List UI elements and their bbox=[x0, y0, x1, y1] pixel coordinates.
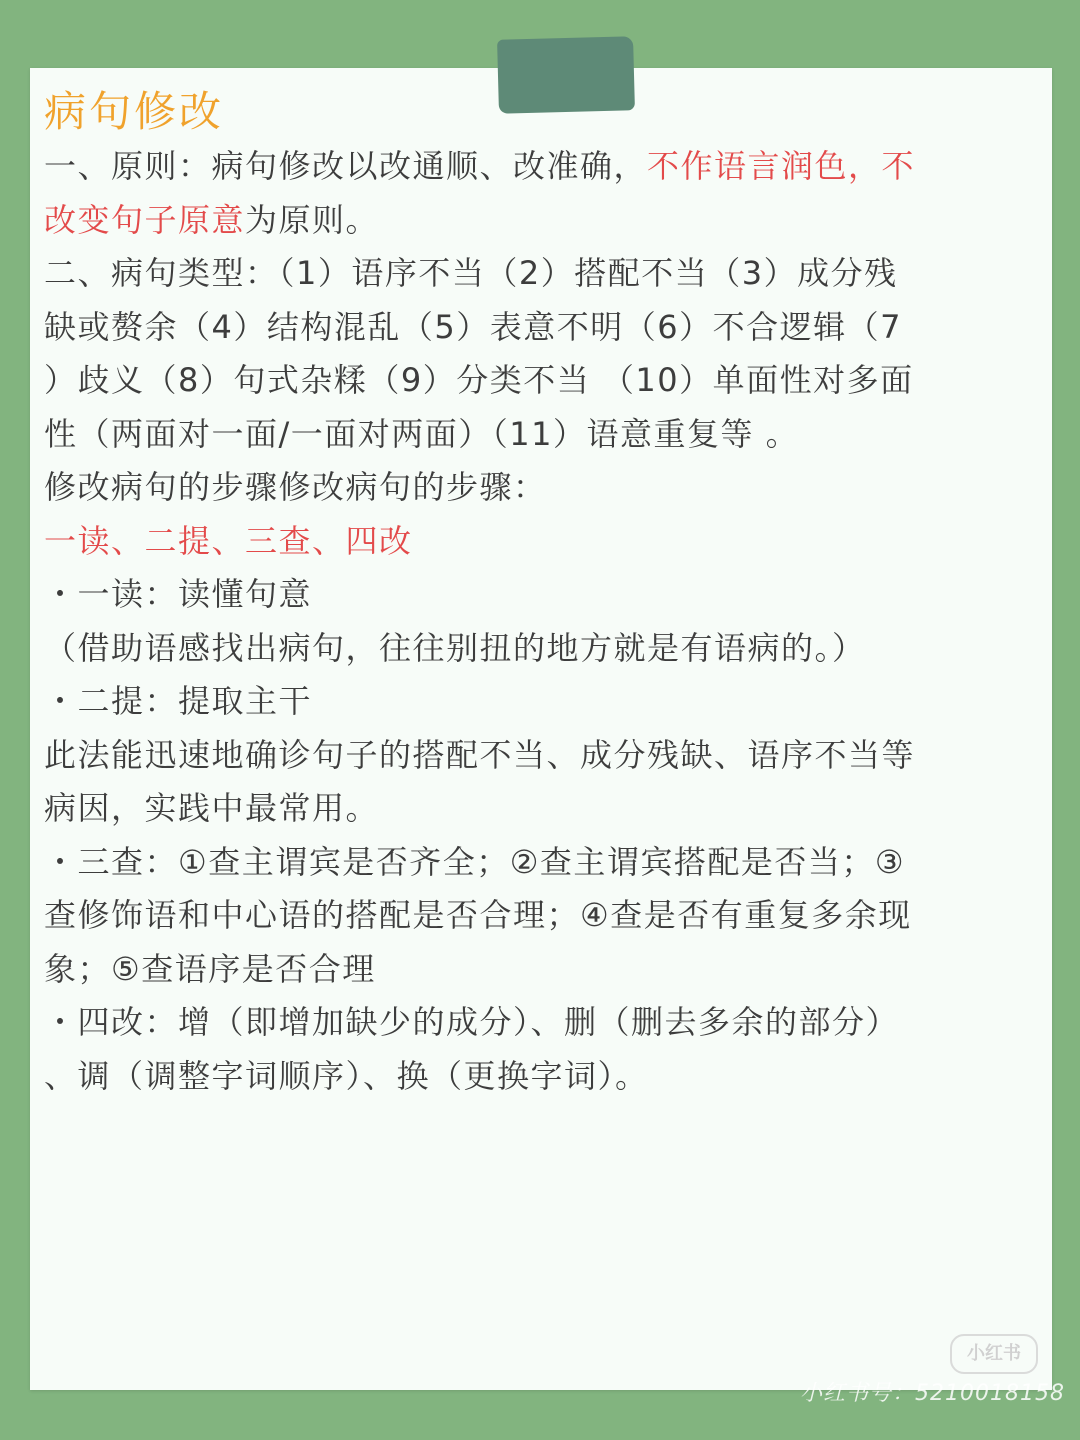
step-extract: ・二提：提取主干 bbox=[44, 682, 313, 720]
principle-line-2 bbox=[44, 194, 1040, 248]
step-extract-note-2: 病因，实践中最常用。 bbox=[44, 789, 380, 827]
xiaohongshu-logo: 小红书 bbox=[950, 1334, 1038, 1374]
types-line-2: 缺或赘余（4）结构混乱（5）表意不明（6）不合逻辑（7 bbox=[44, 307, 902, 346]
watermark-id: 小红书号：5210018158 bbox=[800, 1381, 1065, 1406]
principle-text: 一、原则：病句修改以改通顺、改准确， bbox=[44, 147, 648, 185]
principle-highlight: 不作语言润色，不 bbox=[647, 147, 916, 185]
types-line-1: 二、病句类型：（1）语序不当（2）搭配不当（3）成分残 bbox=[44, 254, 898, 292]
step-read: ・一读：读懂句意 bbox=[44, 575, 313, 613]
step-revise-2: 、调（调整字词顺序）、换（更换字词）。 bbox=[44, 1056, 649, 1095]
principle-text-end: 为原则。 bbox=[245, 200, 380, 239]
note-content bbox=[44, 84, 1040, 1103]
steps-heading: 修改病句的步骤修改病句的步骤： bbox=[44, 468, 547, 506]
step-read-note: （借助语感找出病句，往往别扭的地方就是有语病的。） bbox=[44, 628, 866, 667]
principle-line-1 bbox=[44, 140, 1040, 194]
step-check-2: 查修饰语和中心语的搭配是否合理；④查是否有重复多余现 bbox=[44, 896, 912, 934]
step-extract-note-1: 此法能迅速地确诊句子的搭配不当、成分残缺、语序不当等 bbox=[44, 735, 916, 774]
principle-highlight-cont: 改变句子原意 bbox=[44, 200, 246, 239]
steps-summary: 一读、二提、三查、四改 bbox=[44, 521, 413, 560]
step-check-1: ・三查：①查主谓宾是否齐全；②查主谓宾搭配是否当；③ bbox=[44, 842, 906, 881]
step-check-3: 象；⑤查语序是否合理 bbox=[44, 949, 376, 988]
types-line-3: ）歧义（8）句式杂糅（9）分类不当 （10）单面性对多面 bbox=[44, 361, 914, 399]
page-title: 病句修改 bbox=[44, 87, 225, 136]
step-revise-1: ・四改：增（即增加缺少的成分）、删（删去多余的部分） bbox=[44, 1003, 900, 1041]
types-line-4: 性（两面对一面/一面对两面）（11）语意重复等 。 bbox=[44, 414, 800, 453]
